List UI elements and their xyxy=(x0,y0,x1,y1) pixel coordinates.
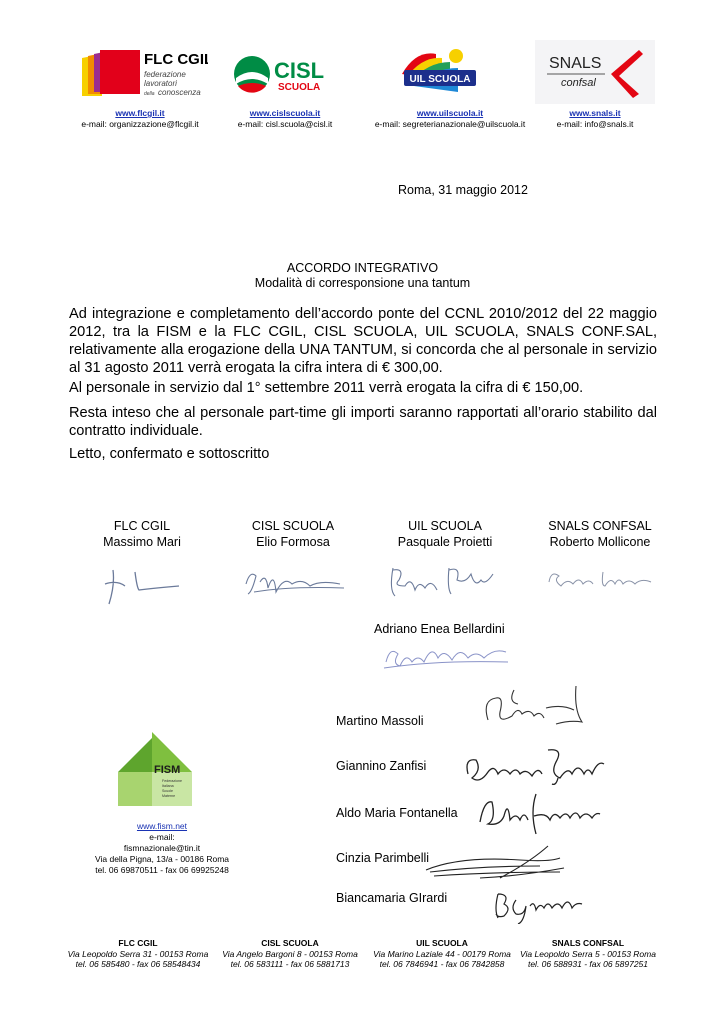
svg-text:Italiana: Italiana xyxy=(162,784,174,788)
footer-phone: tel. 06 583111 - fax 06 5881713 xyxy=(230,959,350,969)
footer-address: Via Angelo Bargoni 8 - 00153 Roma xyxy=(222,948,358,959)
uil-email: e-mail: segreterianazionale@uilscuola.it xyxy=(374,119,526,129)
signatory-snals xyxy=(525,518,675,550)
signatory-org: FLC CGIL xyxy=(113,519,171,533)
signatory-org: CISL SCUOLA xyxy=(251,519,335,533)
uil-url-link[interactable]: www.uilscuola.it xyxy=(416,108,484,118)
fism-logo xyxy=(116,730,196,808)
signatory-uil xyxy=(370,518,520,550)
uil-scuola-logo xyxy=(396,40,482,104)
svg-text:Federazione: Federazione xyxy=(162,779,182,783)
fism-email: fismnazionale@tin.it xyxy=(123,843,201,853)
signatory-org: SNALS CONFSAL xyxy=(548,519,652,533)
fism-address-line: Via della Pigna, 13/a - 00186 Roma xyxy=(94,854,230,864)
fism-url-link[interactable]: www.fism.net xyxy=(136,821,188,831)
body-paragraph-4: Letto, confermato e sottoscritto xyxy=(69,446,270,462)
signature-flc xyxy=(95,560,185,610)
flc-url-link[interactable]: www.flcgil.it xyxy=(115,108,165,118)
signature-uil xyxy=(385,560,500,602)
footer-phone: tel. 06 7846941 - fax 06 7842858 xyxy=(379,959,505,969)
signature-fontanella xyxy=(474,790,604,838)
svg-text:FISM: FISM xyxy=(154,764,181,776)
signature-girardi xyxy=(488,886,588,924)
fism-signer-name: Cinzia Parimbelli xyxy=(336,851,430,865)
fism-phone-line: tel. 06 69870511 - fax 06 69925248 xyxy=(95,865,229,875)
footer-org: CISL SCUOLA xyxy=(261,938,319,948)
signature-bellardini xyxy=(378,638,513,674)
signatory-flc xyxy=(67,518,217,550)
snals-confsal-logo xyxy=(535,40,655,104)
signatory-org: UIL SCUOLA xyxy=(408,519,482,533)
footer-address: Via Marino Laziale 44 - 00179 Roma xyxy=(373,948,511,959)
footer-phone: tel. 06 588931 - fax 06 5897251 xyxy=(527,959,649,969)
svg-text:confsal: confsal xyxy=(561,77,596,89)
fism-signer-name: Biancamaria GIrardi xyxy=(336,891,448,905)
signatory-person: Roberto Mollicone xyxy=(549,535,651,549)
body-paragraph-2: Al personale in servizio dal 1° settembre 2011 verrà erogata la cifra di € 150,00. xyxy=(69,380,584,396)
cisl-scuola-logo xyxy=(230,40,340,104)
svg-text:Materne: Materne xyxy=(162,794,176,798)
svg-text:federazione: federazione xyxy=(144,70,186,79)
footer-phone: tel. 06 585480 - fax 06 58548434 xyxy=(75,959,201,969)
flc-cgil-logo xyxy=(78,40,208,104)
snals-url-link[interactable]: www.snals.it xyxy=(569,108,621,118)
svg-text:della: della xyxy=(144,91,155,97)
fism-email-label: e-mail: xyxy=(149,832,175,842)
footer-org: FLC CGIL xyxy=(118,938,158,948)
footer-org: SNALS CONFSAL xyxy=(551,938,625,948)
footer-flc xyxy=(58,938,218,970)
svg-text:Scuole: Scuole xyxy=(162,789,173,793)
footer-address: Via Leopoldo Serra 31 - 00153 Roma xyxy=(67,948,209,959)
signatory-cisl xyxy=(218,518,368,550)
snals-email: e-mail: info@snals.it xyxy=(556,119,634,129)
signature-cisl xyxy=(240,562,350,602)
date-line: Roma, 31 maggio 2012 xyxy=(398,183,528,197)
document-subtitle: Modalità di corresponsione una tantum xyxy=(254,276,471,290)
signatory-person: Elio Formosa xyxy=(256,535,330,549)
svg-text:SNALS: SNALS xyxy=(549,55,602,72)
svg-text:lavoratori: lavoratori xyxy=(144,79,177,88)
svg-text:SCUOLA: SCUOLA xyxy=(278,82,321,93)
footer-snals xyxy=(508,938,668,970)
footer-org: UIL SCUOLA xyxy=(416,938,468,948)
signatory-person: Massimo Mari xyxy=(103,535,181,549)
signatory-person: Pasquale Proietti xyxy=(397,535,493,549)
fism-contacts xyxy=(82,821,242,854)
fism-signer-name: Giannino Zanfisi xyxy=(336,759,427,773)
body-paragraph-1: Ad integrazione e completamento dell’accordo ponte del CCNL 2010/2012 del 22 maggio 2012, tra la FISM e la FLC CGIL, CISL SCUOLA, UIL SCUOLA, SNALS CONF.SAL, relativamente alla erogazione della UNA TANTUM, si concorda che al personale in servizio al 31 agosto 2011 verrà erogata la cifra intera di € 300,00. xyxy=(69,306,657,376)
header-contact-snals xyxy=(510,108,680,130)
svg-text:FLC CGIL: FLC CGIL xyxy=(144,51,208,68)
footer-address: Via Leopoldo Serra 5 - 00153 Roma xyxy=(520,948,656,959)
svg-text:CISL: CISL xyxy=(274,58,325,83)
svg-text:UIL SCUOLA: UIL SCUOLA xyxy=(409,74,471,85)
extra-signer-name: Adriano Enea Bellardini xyxy=(374,622,505,636)
fism-address xyxy=(82,854,242,876)
flc-email: e-mail: organizzazione@flcgil.it xyxy=(81,119,199,129)
signature-zanfisi xyxy=(460,744,610,788)
cisl-url-link[interactable]: www.cislscuola.it xyxy=(249,108,321,118)
fism-signer-name: Martino Massoli xyxy=(336,714,424,728)
cisl-email: e-mail: cisl.scuola@cisl.it xyxy=(237,119,333,129)
document-title: ACCORDO INTEGRATIVO xyxy=(286,261,439,275)
header-contact-cisl xyxy=(200,108,370,130)
svg-text:conoscenza: conoscenza xyxy=(158,88,201,97)
signature-parimbelli xyxy=(420,842,570,886)
signature-massoli xyxy=(478,680,593,732)
fism-signer-name: Aldo Maria Fontanella xyxy=(336,806,458,820)
footer-uil xyxy=(362,938,522,970)
footer-cisl xyxy=(210,938,370,970)
body-paragraph-3: Resta inteso che al personale part-time gli importi saranno rapportati all’orario stabilito dal contratto individuale. xyxy=(69,405,657,439)
signature-snals xyxy=(545,566,655,592)
